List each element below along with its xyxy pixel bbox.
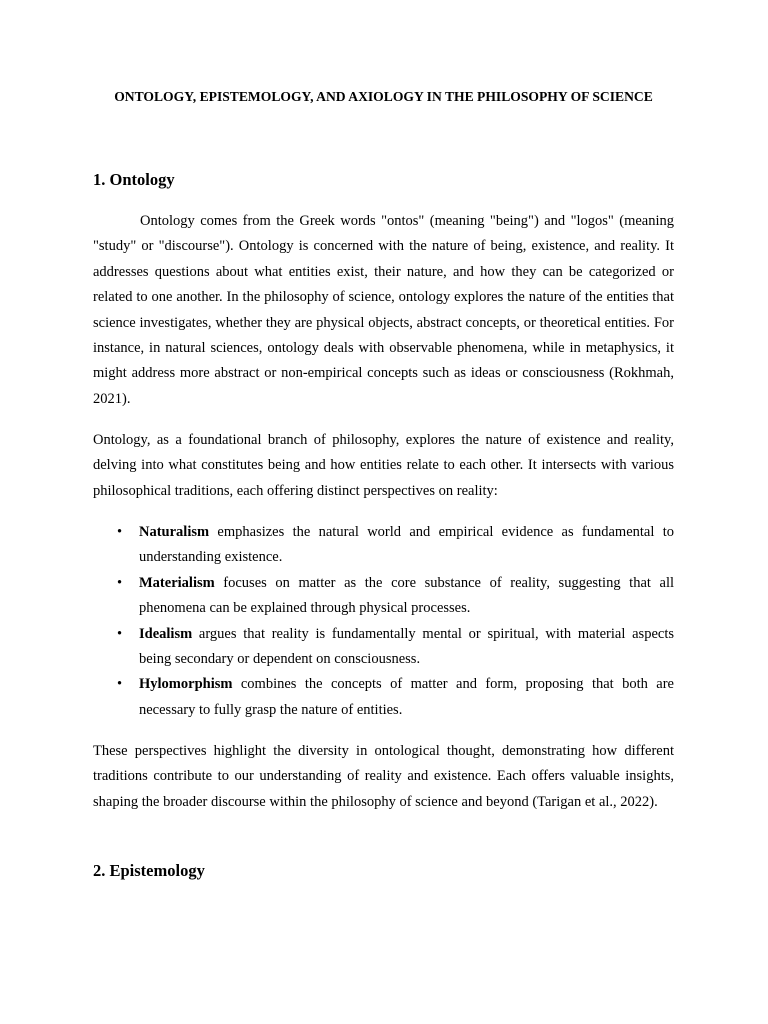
document-title: ONTOLOGY, EPISTEMOLOGY, AND AXIOLOGY IN THE PHILOSOPHY OF SCIENCE [114,89,653,104]
list-item [93,672,674,723]
list-item-text: combines the concepts of matter and form, proposing that both are necessary to fully grasp the nature of entities. [139,676,674,718]
bullet-icon: • [117,625,123,642]
list-item-term: Materialism [139,574,215,591]
list-item-term: Idealism [139,625,193,642]
list-item-term: Hylomorphism [139,676,233,693]
paragraph: These perspectives highlight the diversity in ontological thought, demonstrating how different traditions contribute to our understanding of reality and existence. Each offers valuable insights, shaping the broader discourse within the philosophy of science and beyond (Tarigan et al., 2022). [93,743,674,810]
bullet-icon: • [117,524,123,540]
bullet-icon: • [117,676,123,693]
list-item-text: argues that reality is fundamentally mental or spiritual, with material aspects being secondary or dependent on consciousness. [139,625,674,668]
ontology-traditions-list [93,520,674,723]
list-item-text: emphasizes the natural world and empirical evidence as fundamental to understanding existence. [139,524,674,566]
paragraph: Ontology, as a foundational branch of philosophy, explores the nature of existence and reality, delving into what constitutes being and how entities relate to each other. It intersects with various philosophical traditions, each offering distinct perspectives on reality: [93,432,674,499]
section-heading-ontology: 1. Ontology [93,170,175,189]
list-item [93,622,674,673]
list-item-text: focuses on matter as the core substance of reality, suggesting that all phenomena can be explained through physical processes. [139,574,674,617]
section-heading-epistemology: 2. Epistemology [93,861,205,880]
bullet-icon: • [117,574,123,591]
paragraph: Ontology comes from the Greek words "ontos" (meaning "being") and "logos" (meaning "study" or "discourse"). Ontology is concerned with the nature of being, existence, and reality. It addresses questions about what entities exist, their nature, and how they can be categorized or related to one another. In the philosophy of science, ontology explores the nature of the entities that science investigates, whether they are physical objects, abstract concepts, or theoretical entities. For instance, in natural sciences, ontology deals with observable phenomena, while in metaphysics, it might address more abstract or non-empirical concepts such as ideas or consciousness (Rokhmah, 2021). [93,213,674,407]
list-item [93,520,674,571]
list-item-term: Naturalism [139,524,210,540]
list-item [93,571,674,622]
